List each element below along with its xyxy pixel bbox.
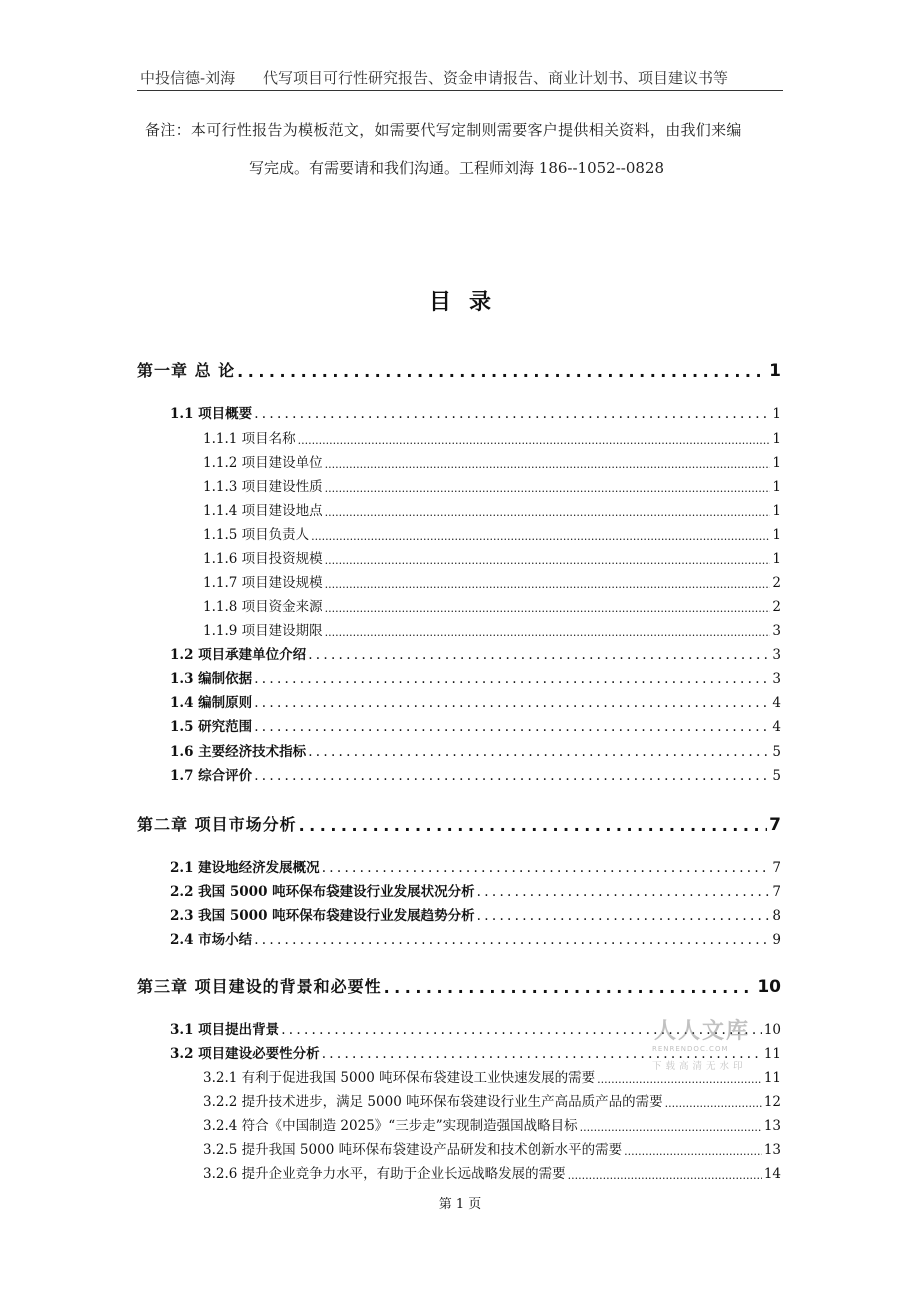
toc-subsection-3-2-4[interactable]	[203, 1114, 781, 1134]
toc-page-number: 7	[772, 884, 781, 900]
toc-section-2-1[interactable]	[170, 856, 781, 876]
toc-label: 1.1.9 项目建设期限	[203, 623, 323, 639]
toc-section-2-4[interactable]	[170, 928, 781, 948]
toc-label: 1.1.5 项目负责人	[203, 527, 310, 543]
toc-label: 3.2.4 符合《中国制造 2025》“三步走”实现制造强国战略目标	[203, 1118, 578, 1134]
watermark-logo	[650, 1014, 775, 1084]
toc-leader	[384, 978, 756, 997]
toc-label: 第一章 总 论	[137, 361, 236, 380]
toc-leader	[254, 695, 770, 711]
toc-page-number: 5	[772, 744, 781, 760]
toc-section-1-6[interactable]	[170, 740, 781, 760]
toc-page-number: 2	[772, 599, 781, 615]
toc-page-number: 3	[772, 647, 781, 663]
toc-label: 2.2 我国 5000 吨环保布袋建设行业发展状况分析	[170, 884, 475, 900]
toc-subsection-1-1-6[interactable]	[203, 547, 781, 567]
toc-leader	[298, 434, 771, 447]
toc-section-1-7[interactable]	[170, 764, 781, 784]
remark-line-1: 备注：本可行性报告为模板范文，如需要代写定制则需要客户提供相关资料，由我们来编	[145, 121, 742, 139]
toc-subsection-1-1-1[interactable]	[203, 427, 781, 447]
header-author: 中投信德-刘海	[140, 69, 236, 87]
toc-subsection-1-1-2[interactable]	[203, 451, 781, 471]
toc-page-number: 11	[763, 1046, 781, 1062]
toc-page-number: 10	[763, 1022, 781, 1038]
toc-page-number: 4	[772, 695, 781, 711]
toc-label: 3.2.1 有利于促进我国 5000 吨环保布袋建设工业快速发展的需要	[203, 1070, 596, 1086]
toc-section-1-3[interactable]	[170, 667, 781, 687]
watermark-tagline: 下载高清无水印	[652, 1061, 747, 1072]
toc-leader	[665, 1097, 762, 1110]
toc-label: 1.1.7 项目建设规模	[203, 575, 323, 591]
toc-subsection-1-1-3[interactable]	[203, 475, 781, 495]
toc-subsection-3-2-6[interactable]	[203, 1162, 781, 1182]
toc-page-number: 1	[772, 431, 781, 447]
toc-section-1-1[interactable]	[170, 402, 781, 422]
toc-label: 3.2.2 提升技术进步，满足 5000 吨环保布袋建设行业生产高品质产品的需要	[203, 1094, 663, 1110]
toc-leader	[325, 626, 771, 639]
toc-page-number: 3	[772, 671, 781, 687]
toc-page-number: 8	[772, 908, 781, 924]
toc-section-1-5[interactable]	[170, 715, 781, 735]
toc-label: 2.4 市场小结	[170, 932, 253, 948]
toc-chapter-1[interactable]	[137, 358, 781, 381]
toc-leader	[322, 860, 771, 876]
toc-subsection-1-1-8[interactable]	[203, 595, 781, 615]
toc-page-number: 13	[763, 1142, 781, 1158]
page-header	[137, 62, 783, 91]
toc-page-number: 3	[772, 623, 781, 639]
toc-label: 1.3 编制依据	[170, 671, 253, 687]
toc-leader	[254, 719, 770, 735]
toc-label: 3.2 项目建设必要性分析	[170, 1046, 320, 1062]
toc-label: 1.1.3 项目建设性质	[203, 479, 323, 495]
toc-leader	[568, 1169, 762, 1182]
toc-label: 第二章 项目市场分析	[137, 815, 297, 834]
page-number-footer: 第 1 页	[438, 1197, 482, 1212]
toc-leader	[325, 482, 771, 495]
toc-section-2-2[interactable]	[170, 880, 781, 900]
toc-subsection-3-2-2[interactable]	[203, 1090, 781, 1110]
toc-chapter-3[interactable]	[137, 974, 781, 997]
toc-page-number: 7	[772, 860, 781, 876]
toc-label: 1.1.8 项目资金来源	[203, 599, 323, 615]
toc-leader	[237, 362, 767, 381]
toc-label: 3.2.5 提升我国 5000 吨环保布袋建设产品研发和技术创新水平的需要	[203, 1142, 623, 1158]
toc-leader	[580, 1121, 762, 1134]
toc-page-number: 12	[763, 1094, 781, 1110]
toc-leader	[325, 506, 771, 519]
toc-label: 1.1.1 项目名称	[203, 431, 296, 447]
toc-label: 2.1 建设地经济发展概况	[170, 860, 320, 876]
toc-label: 1.1.4 项目建设地点	[203, 503, 323, 519]
toc-leader	[308, 647, 770, 663]
toc-label: 3.1 项目提出背景	[170, 1022, 280, 1038]
toc-subsection-1-1-4[interactable]	[203, 499, 781, 519]
toc-label: 1.5 研究范围	[170, 719, 253, 735]
header-services: 代写项目可行性研究报告、资金申请报告、商业计划书、项目建议书等	[263, 69, 729, 87]
toc-label: 1.7 综合评价	[170, 768, 253, 784]
toc-leader	[325, 602, 771, 615]
toc-section-1-2[interactable]	[170, 643, 781, 663]
toc-leader	[254, 406, 770, 422]
toc-leader	[325, 458, 771, 471]
toc-subsection-3-2-5[interactable]	[203, 1138, 781, 1158]
toc-leader	[624, 1145, 762, 1158]
toc-leader	[325, 554, 771, 567]
watermark-domain: RENRENDOC.COM	[652, 1045, 729, 1053]
toc-page-number: 1	[772, 503, 781, 519]
toc-label: 1.2 项目承建单位介绍	[170, 647, 307, 663]
toc-chapter-2[interactable]	[137, 812, 781, 835]
toc-label: 1.1.6 项目投资规模	[203, 551, 323, 567]
toc-subsection-1-1-5[interactable]	[203, 523, 781, 543]
toc-leader	[477, 908, 771, 924]
toc-page-number: 11	[763, 1070, 781, 1086]
watermark-title: 人人文库	[654, 1019, 751, 1044]
toc-label: 第三章 项目建设的背景和必要性	[137, 977, 382, 996]
toc-page-number: 9	[772, 932, 781, 948]
toc-label: 1.1.2 项目建设单位	[203, 455, 323, 471]
toc-page-number: 5	[772, 768, 781, 784]
toc-leader	[299, 816, 768, 835]
toc-label: 3.2.6 提升企业竞争力水平，有助于企业长远战略发展的需要	[203, 1166, 566, 1182]
toc-page-number: 1	[769, 361, 781, 381]
toc-page-number: 7	[769, 815, 781, 835]
toc-page-number: 13	[763, 1118, 781, 1134]
toc-label: 1.6 主要经济技术指标	[170, 744, 307, 760]
toc-page-number: 1	[772, 406, 781, 422]
toc-page-number: 1	[772, 551, 781, 567]
toc-leader	[254, 768, 770, 784]
toc-label: 1.1 项目概要	[170, 406, 253, 422]
remark-line-2: 写完成。有需要请和我们沟通。工程师刘海 186--1052--0828	[249, 159, 665, 177]
toc-page-number: 1	[772, 455, 781, 471]
toc-leader	[477, 884, 771, 900]
toc-leader	[325, 578, 771, 591]
toc-page-number: 1	[772, 527, 781, 543]
toc-leader	[254, 932, 770, 948]
toc-page-number: 4	[772, 719, 781, 735]
toc-subsection-1-1-9[interactable]	[203, 619, 781, 639]
toc-label: 2.3 我国 5000 吨环保布袋建设行业发展趋势分析	[170, 908, 475, 924]
toc-section-2-3[interactable]	[170, 904, 781, 924]
toc-page-number: 1	[772, 479, 781, 495]
toc-subsection-1-1-7[interactable]	[203, 571, 781, 591]
toc-leader	[308, 744, 770, 760]
toc-page-number: 10	[757, 977, 781, 997]
toc-label: 1.4 编制原则	[170, 695, 253, 711]
toc-leader	[311, 530, 770, 543]
toc-page-number: 14	[763, 1166, 781, 1182]
toc-leader	[254, 671, 770, 687]
toc-section-1-4[interactable]	[170, 691, 781, 711]
toc-page-number: 2	[772, 575, 781, 591]
toc-title: 目录	[428, 289, 509, 315]
